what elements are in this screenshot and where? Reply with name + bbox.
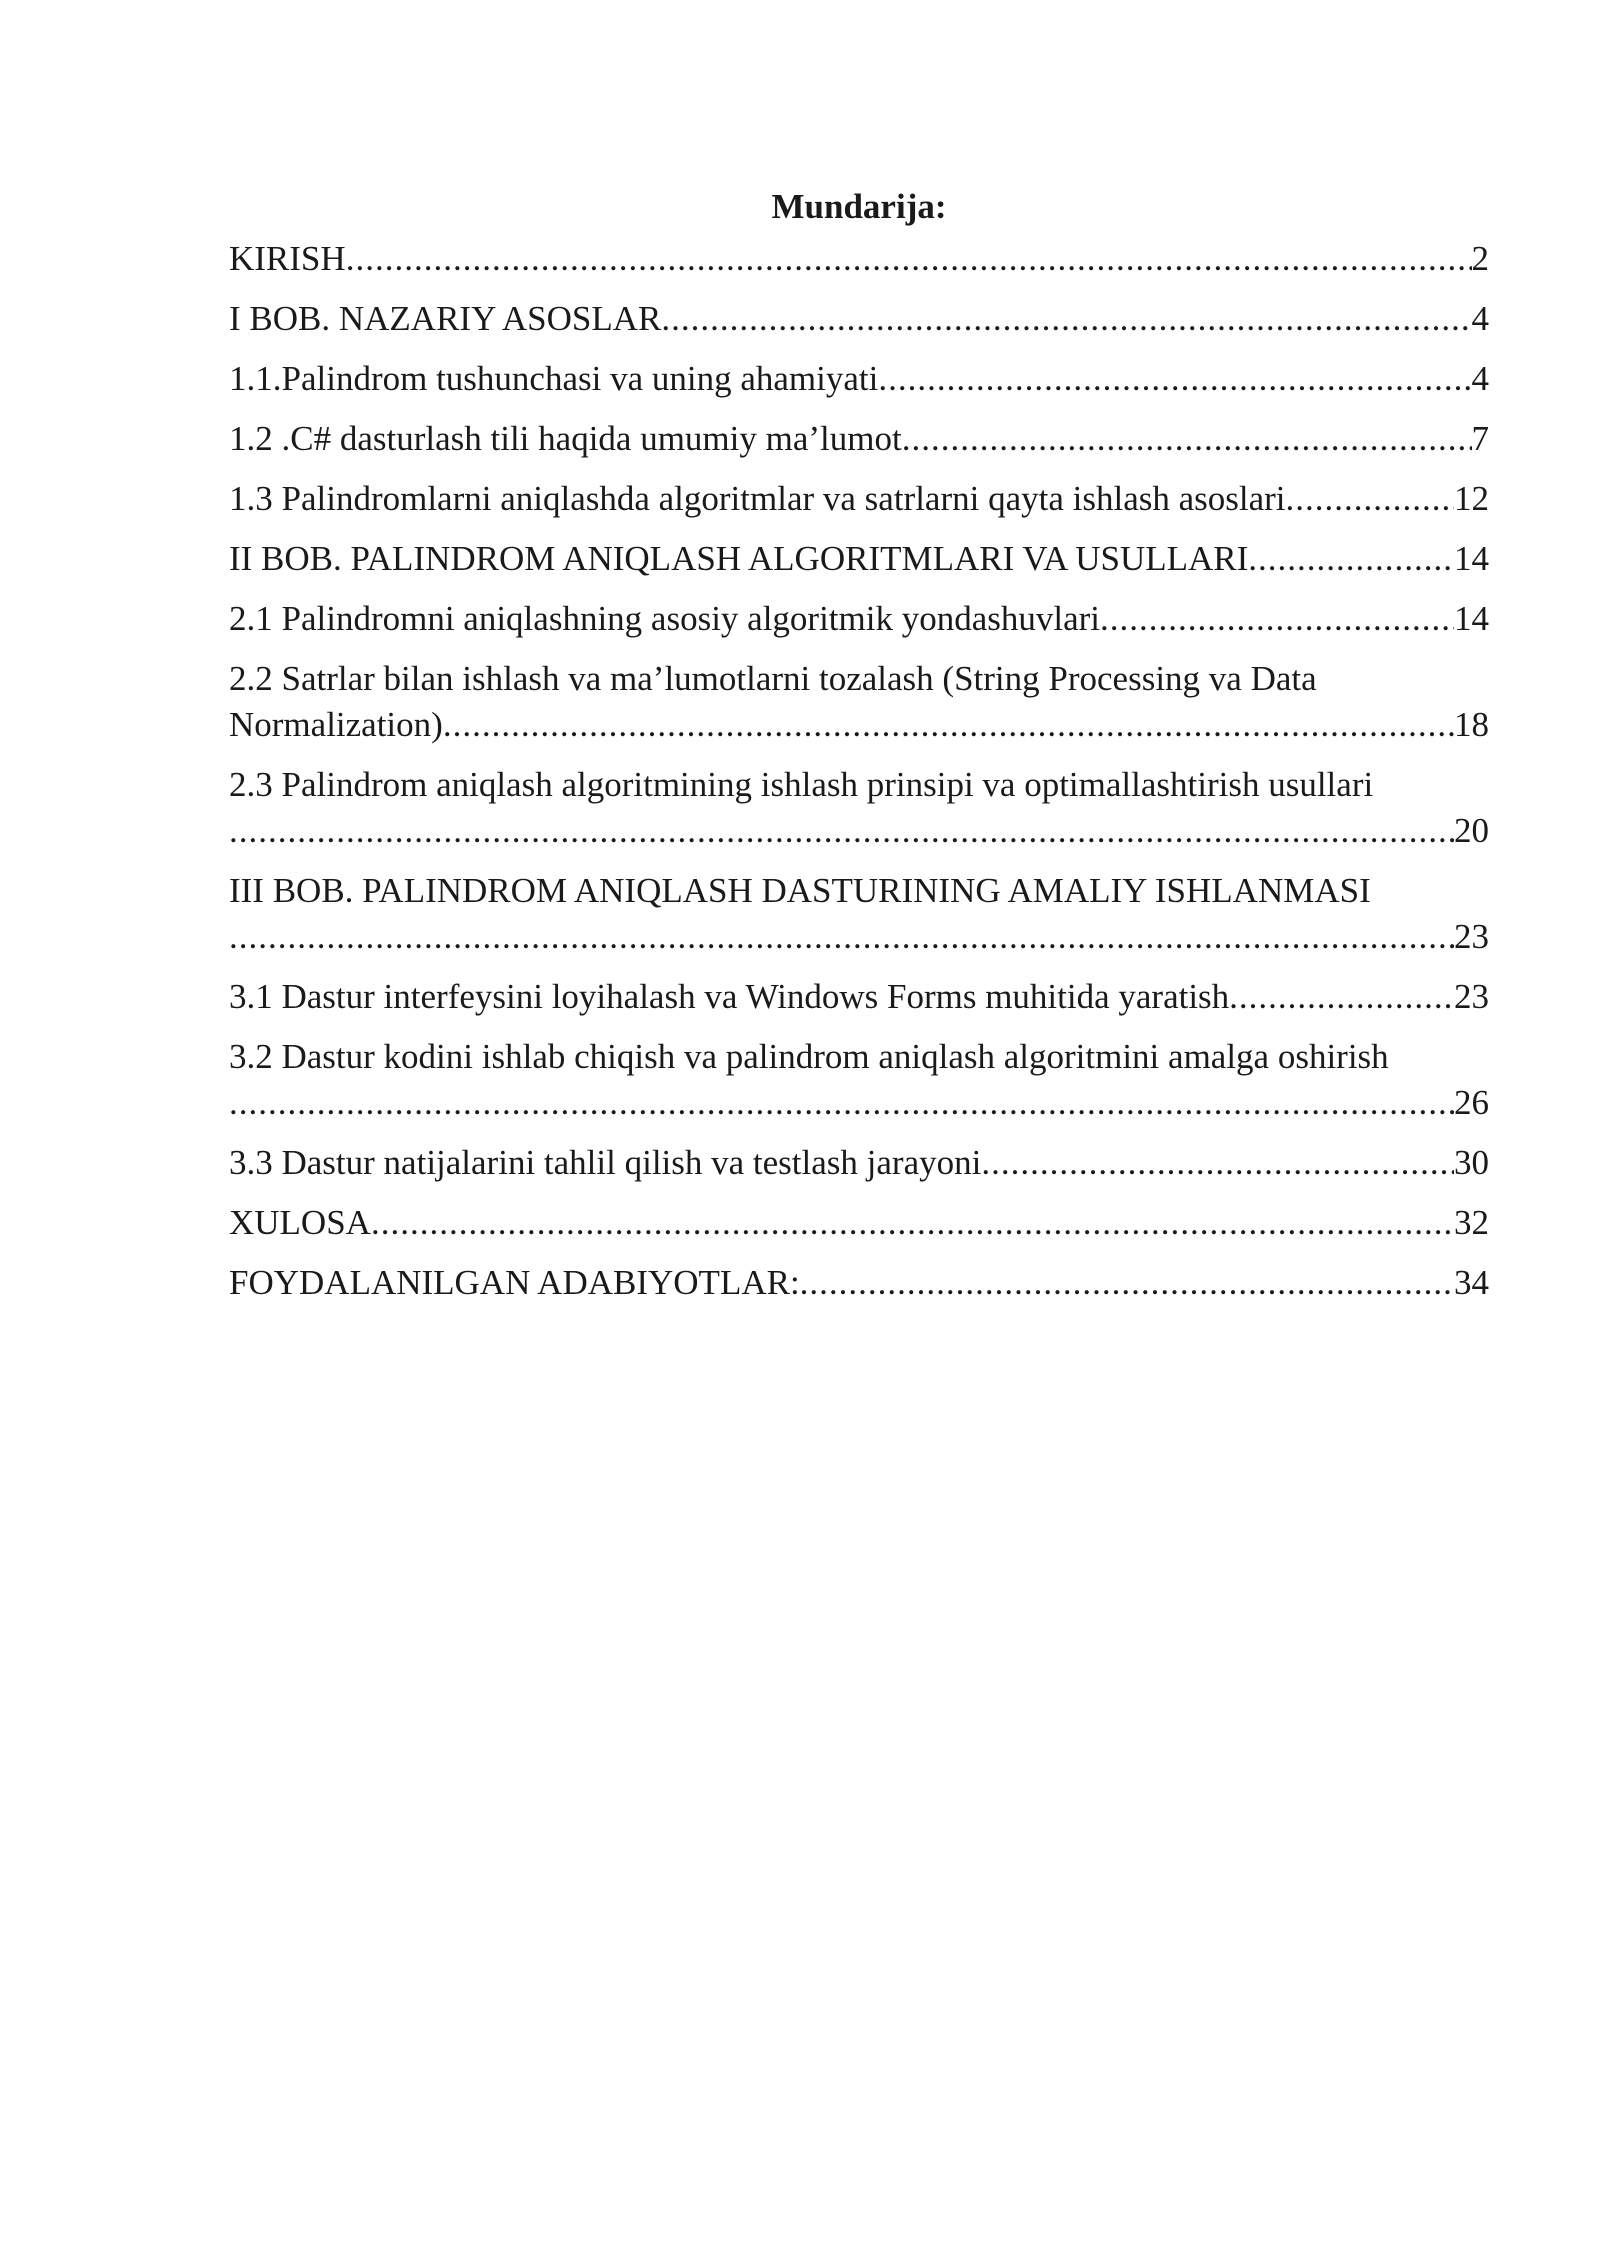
toc-entry-2-3[interactable]: [229, 762, 1489, 854]
dot-leader: [878, 356, 1471, 402]
toc-title: Mundarija:: [771, 187, 947, 226]
dot-leader: [1229, 974, 1454, 1020]
toc-entry-1-2[interactable]: [229, 416, 1489, 462]
toc-entry-page: 34: [1454, 1263, 1489, 1302]
dot-leader: [229, 808, 1454, 854]
dot-leader: [1248, 536, 1454, 582]
table-of-contents: [229, 178, 1489, 1320]
toc-entry-label-line-1: III BOB. PALINDROM ANIQLASH DASTURINING AMALIY ISHLANMASI: [229, 871, 1371, 910]
toc-entry-page: 23: [1454, 917, 1489, 956]
toc-entry-last-line: [229, 914, 1489, 960]
toc-entry-last-line: [229, 808, 1489, 854]
toc-entry-page: 20: [1454, 811, 1489, 850]
toc-entry-page: 14: [1454, 539, 1489, 578]
dot-leader: [902, 416, 1472, 462]
toc-entry-bob-1[interactable]: [229, 296, 1489, 342]
toc-entry-label: I BOB. NAZARIY ASOSLAR: [229, 299, 662, 338]
toc-entry-3-2[interactable]: [229, 1034, 1489, 1126]
toc-entry-label-line-1: 3.2 Dastur kodini ishlab chiqish va palindrom aniqlash algoritmini amalga oshirish: [229, 1037, 1389, 1076]
toc-entry-page: 7: [1471, 419, 1489, 458]
toc-entry-page: 18: [1454, 705, 1489, 744]
dot-leader: [800, 1260, 1454, 1306]
dot-leader: [1100, 596, 1454, 642]
toc-entry-label: 1.3 Palindromlarni aniqlashda algoritmlar va satrlarni qayta ishlash asoslari: [229, 479, 1286, 518]
toc-entry-2-1[interactable]: [229, 596, 1489, 642]
toc-entry-label: 1.2 .C# dasturlash tili haqida umumiy ma’lumot: [229, 419, 902, 458]
toc-entry-bob-2[interactable]: [229, 536, 1489, 582]
toc-entry-label: KIRISH: [229, 239, 346, 278]
dot-leader: [661, 296, 1471, 342]
toc-entry-label: XULOSA: [229, 1203, 371, 1242]
toc-entry-label-line-1: 2.2 Satrlar bilan ishlash va ma’lumotlarni tozalash (String Processing va Data: [229, 659, 1317, 698]
toc-entry-2-2[interactable]: [229, 656, 1489, 748]
toc-entry-bob-3[interactable]: [229, 868, 1489, 960]
toc-entry-3-1[interactable]: [229, 974, 1489, 1020]
toc-entry-1-3[interactable]: [229, 476, 1489, 522]
dot-leader: [1286, 476, 1454, 522]
dot-leader: [229, 914, 1454, 960]
toc-list: [229, 236, 1489, 1306]
toc-entry-page: 14: [1454, 599, 1489, 638]
toc-entry-page: 4: [1471, 359, 1489, 398]
dot-leader: [981, 1140, 1454, 1186]
toc-entry-label: FOYDALANILGAN ADABIYOTLAR:: [229, 1263, 800, 1302]
toc-entry-label: 3.3 Dastur natijalarini tahlil qilish va testlash jarayoni: [229, 1143, 982, 1182]
dot-leader: [371, 1200, 1454, 1246]
toc-entry-label-line-1: 2.3 Palindrom aniqlash algoritmining ishlash prinsipi va optimallashtirish usullari: [229, 765, 1374, 804]
toc-entry-page: 23: [1454, 977, 1489, 1016]
toc-entry-label: 2.1 Palindromni aniqlashning asosiy algoritmik yondashuvlari: [229, 599, 1101, 638]
toc-entry-page: 30: [1454, 1143, 1489, 1182]
dot-leader: [229, 1080, 1454, 1126]
toc-entry-1-1[interactable]: [229, 356, 1489, 402]
toc-entry-label: 3.1 Dastur interfeysini loyihalash va Windows Forms muhitida yaratish: [229, 977, 1230, 1016]
toc-entry-kirish[interactable]: [229, 236, 1489, 282]
toc-entry-xulosa[interactable]: [229, 1200, 1489, 1246]
toc-entry-page: 12: [1454, 479, 1489, 518]
toc-entry-adabiyotlar[interactable]: [229, 1260, 1489, 1306]
toc-entry-page: 32: [1454, 1203, 1489, 1242]
toc-entry-label: 1.1.Palindrom tushunchasi va uning ahamiyati: [229, 359, 879, 398]
toc-entry-page: 4: [1471, 299, 1489, 338]
toc-entry-page: 26: [1454, 1083, 1489, 1122]
dot-leader: [346, 236, 1472, 282]
toc-entry-page: 2: [1471, 239, 1489, 278]
toc-entry-3-3[interactable]: [229, 1140, 1489, 1186]
toc-entry-last-line: [229, 1080, 1489, 1126]
toc-entry-label: II BOB. PALINDROM ANIQLASH ALGORITMLARI VA USULLARI: [229, 539, 1249, 578]
toc-entry-label-line-2: Normalization): [229, 705, 443, 744]
dot-leader: [443, 702, 1454, 748]
toc-entry-last-line: [229, 702, 1489, 748]
